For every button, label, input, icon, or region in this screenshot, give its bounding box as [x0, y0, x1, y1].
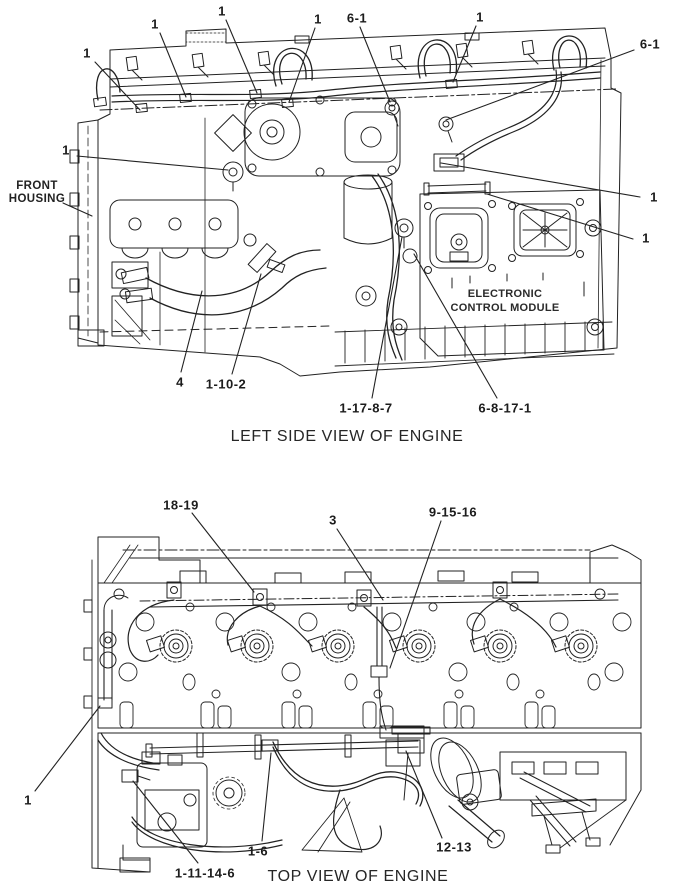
callout-9-15-16: 9-15-16	[428, 504, 478, 520]
callout-1h: 1	[62, 142, 70, 158]
callout-1-top: 1	[24, 792, 32, 808]
fuel-hoses-art	[146, 250, 326, 315]
callout-1a: 1	[83, 45, 91, 61]
callout-6-8-17-1: 6-8-17-1	[478, 400, 532, 416]
callout-1b: 1	[151, 16, 159, 32]
injectors	[146, 630, 597, 662]
callout-6-1b: 6-1	[639, 36, 661, 52]
callout-1f: 1	[650, 189, 658, 205]
ecm-label-line1: ELECTRONIC	[467, 288, 543, 300]
ecm-label-line2: CONTROL MODULE	[450, 302, 560, 314]
callout-12-13: 12-13	[436, 839, 472, 855]
callout-1-11-14-6: 1-11-14-6	[174, 865, 236, 881]
top-view-caption: TOP VIEW OF ENGINE	[267, 868, 449, 885]
left-view-caption: LEFT SIDE VIEW OF ENGINE	[230, 428, 464, 445]
top-view-art	[84, 537, 641, 872]
callout-18-19: 18-19	[163, 497, 199, 513]
front-housing-label-line1: FRONT	[16, 180, 58, 192]
ecm-art	[420, 190, 604, 356]
callout-3: 3	[329, 512, 337, 528]
callout-4: 4	[176, 374, 184, 390]
callout-1c: 1	[218, 3, 226, 19]
callout-1-10-2: 1-10-2	[205, 376, 247, 392]
callout-1e: 1	[476, 9, 484, 25]
front-housing-label-line2: HOUSING	[8, 193, 66, 205]
lower-band-art	[92, 726, 641, 872]
rocker-towers	[120, 690, 555, 728]
callout-1-17-8-7: 1-17-8-7	[339, 400, 393, 416]
fuel-pump-art	[244, 96, 400, 244]
left-side-view-art	[70, 28, 621, 376]
callout-1d: 1	[314, 11, 322, 27]
callout-6-1a: 6-1	[346, 10, 368, 26]
callout-1-6: 1-6	[247, 843, 269, 859]
callout-1g: 1	[642, 230, 650, 246]
front-housing-art	[70, 120, 104, 346]
